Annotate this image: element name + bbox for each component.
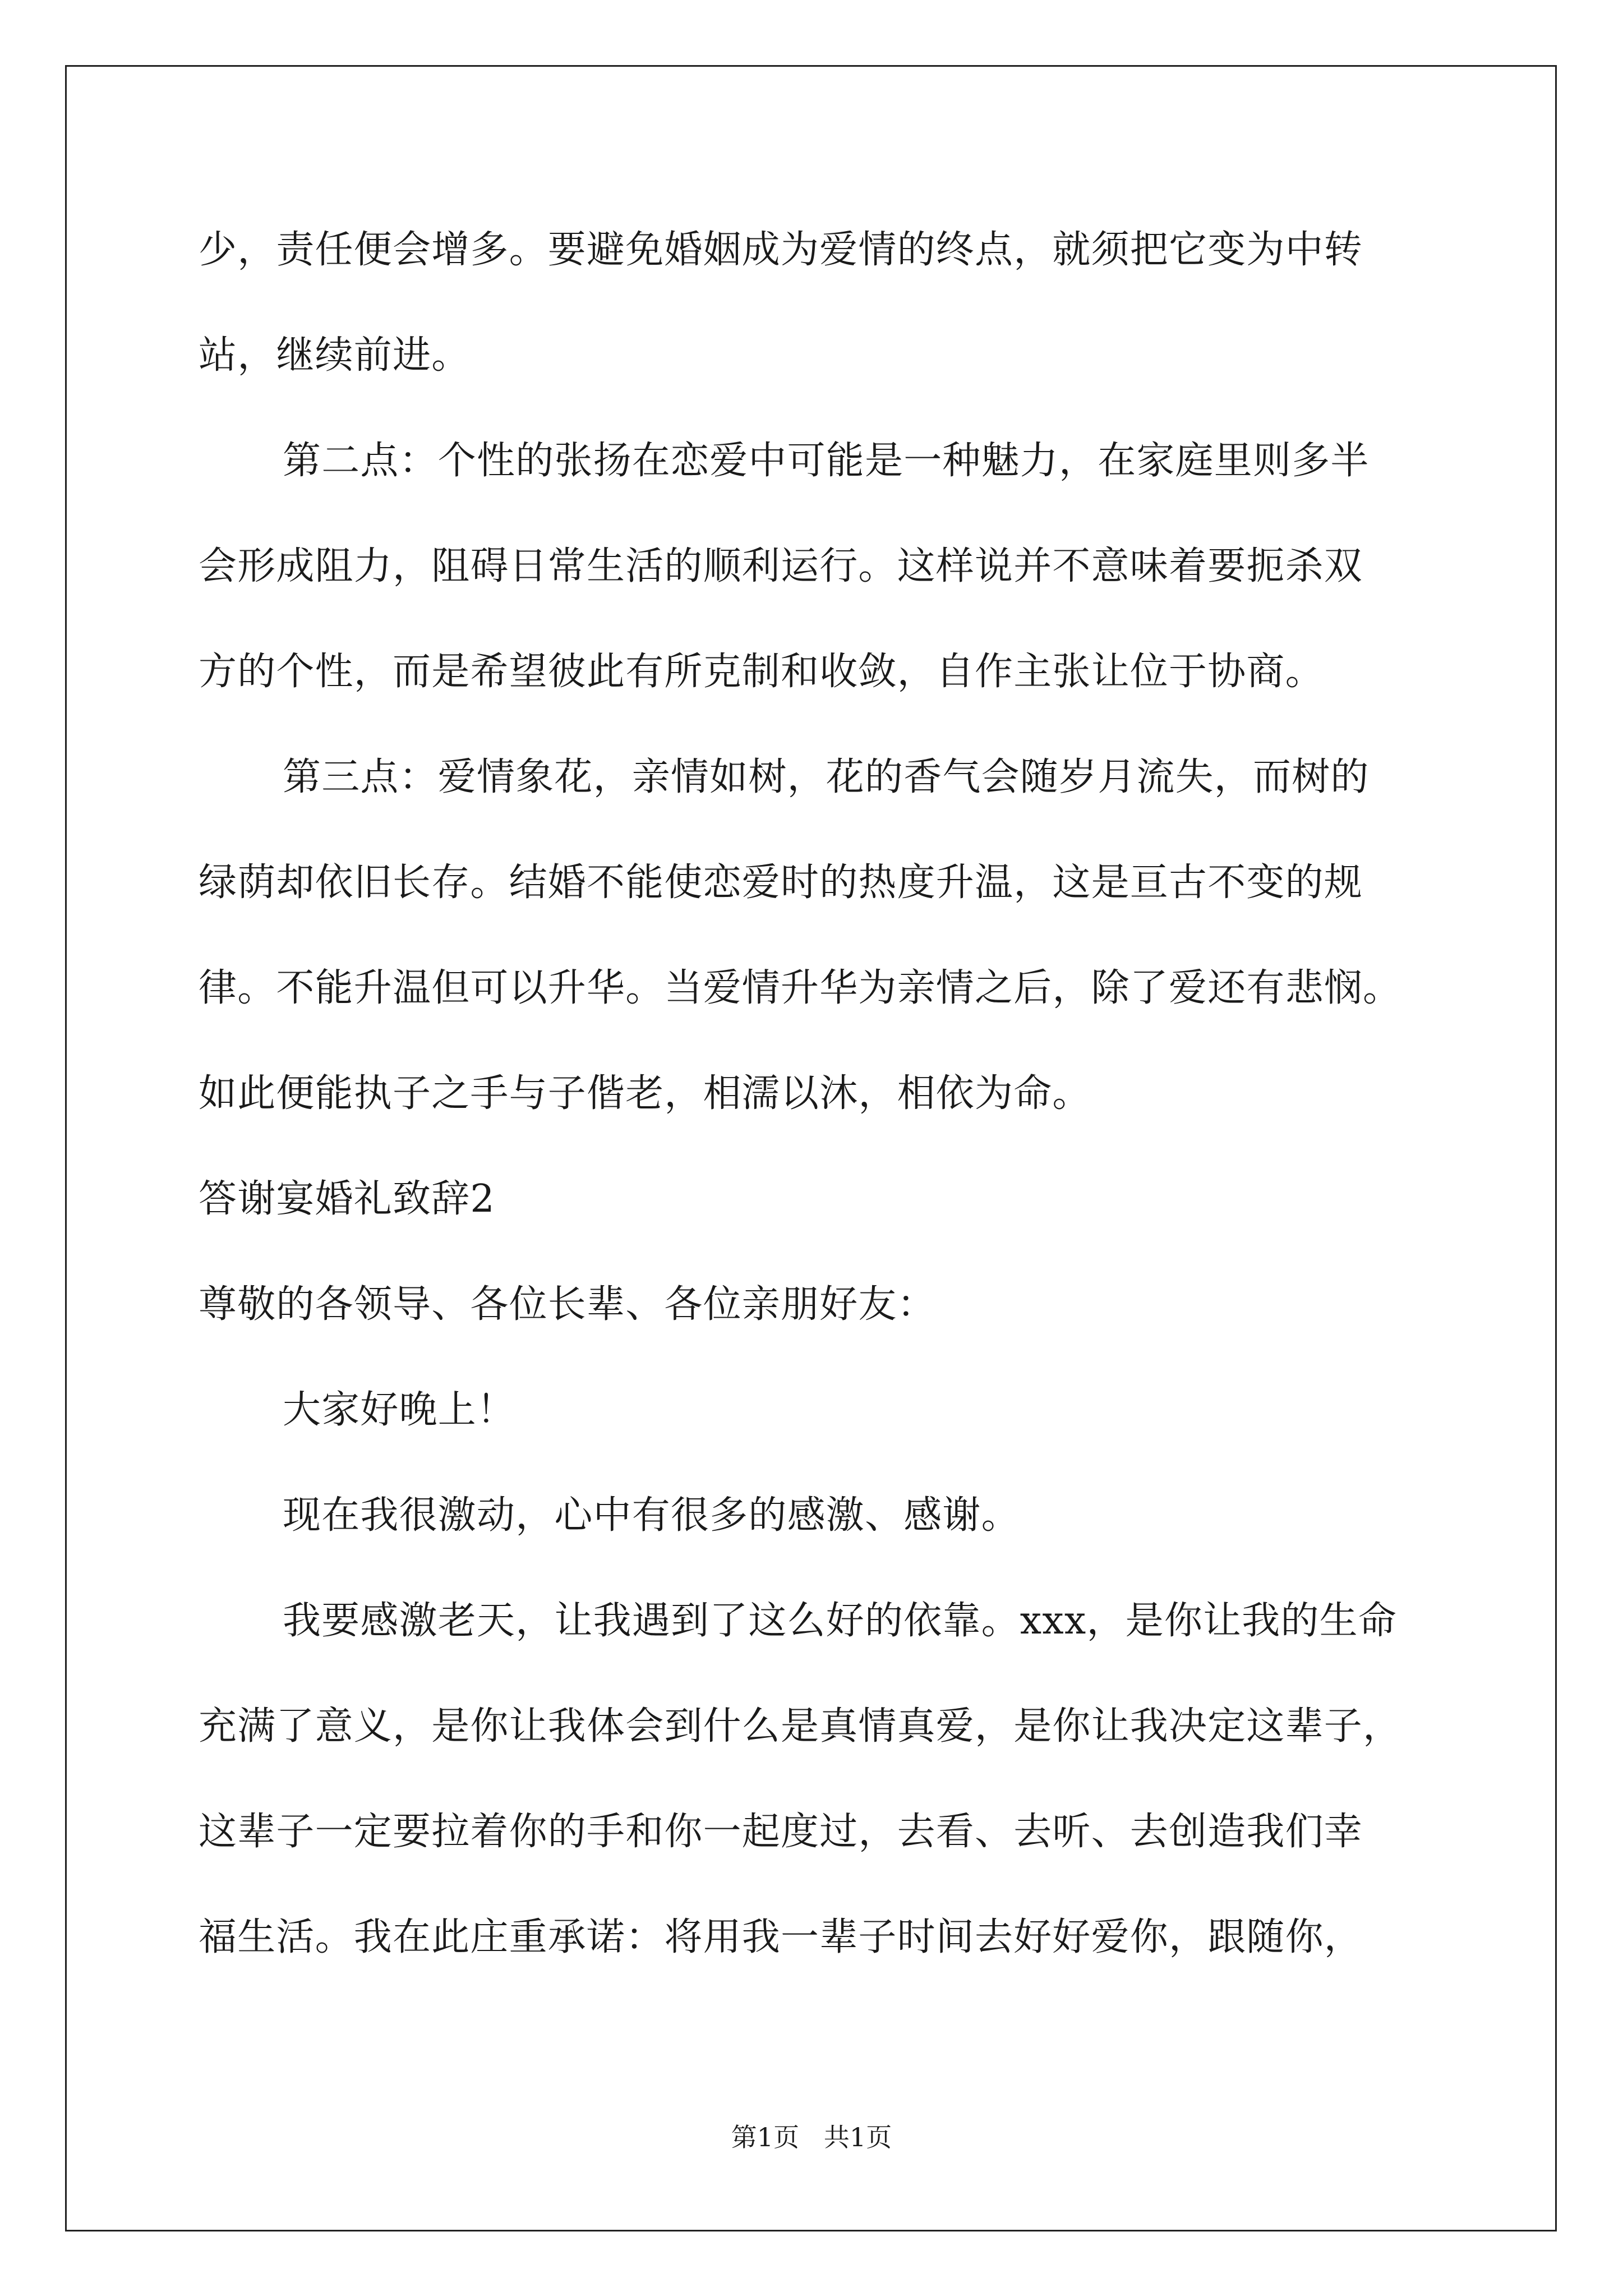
text-line-13: 现在我很激动，心中有很多的感激、感谢。 — [283, 1493, 1020, 1538]
text-line-17: 福生活。我在此庄重承诺：将用我一辈子时间去好好爱你，跟随你， — [199, 1915, 1363, 1959]
text-line-16: 这辈子一定要拉着你的手和你一起度过，去看、去听、去创造我们幸 — [199, 1810, 1363, 1854]
text-line-5: 方的个性，而是希望彼此有所克制和收敛，自作主张让位于协商。 — [199, 650, 1324, 694]
text-line-4: 会形成阻力，阻碍日常生活的顺利运行。这样说并不意味着要扼杀双 — [199, 544, 1363, 588]
greeting: 大家好晚上！ — [283, 1388, 516, 1432]
page-number-footer: 第1页 共1页 — [731, 2122, 892, 2152]
text-line-3: 第二点：个性的张扬在恋爱中可能是一种魅力，在家庭里则多半 — [283, 439, 1370, 483]
text-line-1: 少，责任便会增多。要避免婚姻成为爱情的终点，就须把它变为中转 — [199, 228, 1363, 272]
text-line-2: 站，继续前进。 — [199, 333, 471, 378]
text-line-14: 我要感激老天，让我遇到了这么好的依靠。xxx，是你让我的生命 — [283, 1599, 1398, 1643]
page-border — [65, 65, 1557, 2231]
salutation: 尊敬的各领导、各位长辈、各位亲朋好友： — [199, 1282, 936, 1327]
text-line-15: 充满了意义，是你让我体会到什么是真情真爱，是你让我决定这辈子， — [199, 1704, 1402, 1749]
text-line-7: 绿荫却依旧长存。结婚不能使恋爱时的热度升温，这是亘古不变的规 — [199, 861, 1363, 905]
text-line-8: 律。不能升温但可以升华。当爱情升华为亲情之后，除了爱还有悲悯。 — [199, 966, 1402, 1010]
section-heading: 答谢宴婚礼致辞2 — [199, 1177, 495, 1221]
text-line-9: 如此便能执子之手与子偕老，相濡以沐，相依为命。 — [199, 1071, 1091, 1116]
text-line-6: 第三点：爱情象花，亲情如树，花的香气会随岁月流失，而树的 — [283, 755, 1370, 799]
